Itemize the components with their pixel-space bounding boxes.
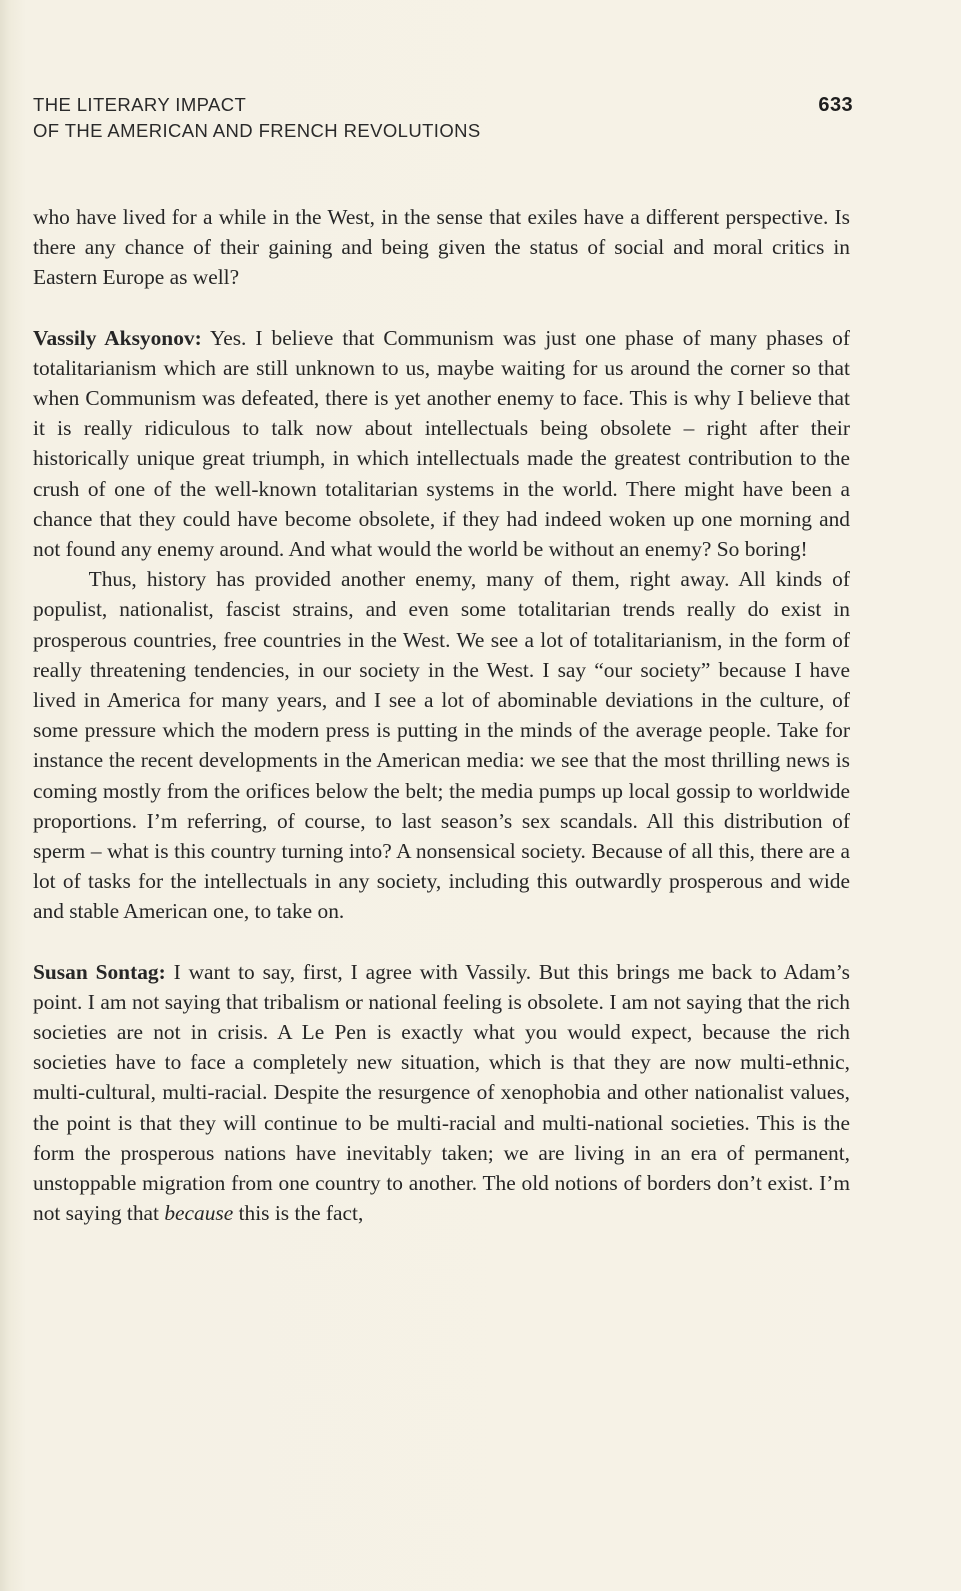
paragraph-sontag [33,957,850,1229]
running-head-line-2: OF THE AMERICAN AND FRENCH REVOLUTIONS [33,120,481,141]
paragraph-continuation: who have lived for a while in the West, in the sense that exiles have a different perspective. Is there any chance of their gaining and being given the status of social and moral critics in Eastern Europe as well? [33,205,850,290]
running-head [33,92,853,144]
body-text [33,202,850,1229]
paragraph-aksyonov [33,323,850,565]
emphasis-word: because [164,1201,234,1226]
paragraph-sontag-text-end: this is the fact, [238,1201,364,1226]
paragraph-aksyonov-continued: Thus, history has provided another enemy, many of them, right away. All kinds of populist, nationalist, fascist strains, and even some totalitarian trends really do exist in prosperous countries, free countries in the West. We see a lot of totalitarianism, in the form of really threatening tendencies, in our society in the West. I say “our society” because I have lived in America for many years, and I see a lot of abominable deviations in the culture, of some pressure which the modern press is putting in the minds of the average people. Take for instance the recent developments in the American media: we see that the most thrilling news is coming mostly from the orifices below the belt; the media pumps up local gossip to worldwide proportions. I’m referring, of course, to last season’s sex scandals. All this distribution of sperm – what is this country turning into? A nonsensical society. Because of all this, there are a lot of tasks for the intellectuals in any society, including this outwardly prosperous and wide and stable American one, to take on. [33,567,850,924]
speaker-name-sontag: Susan Sontag: [33,959,166,984]
page-number: 633 [818,94,853,116]
running-head-line-1: THE LITERARY IMPACT [33,94,247,115]
paragraph-sontag-text: I want to say, first, I agree with Vassily. But this brings me back to Adam’s point. I am not saying that tribalism or national feeling is obsolete. I am not saying that the rich societies are not in crisis. A Le Pen is exactly what you would expect, because the rich societies have to face a completely new situation, which is that they are now multi-ethnic, multi-cultural, multi-racial. Despite the resurgence of xenophobia and other nationalist values, the point is that they will continue to be multi-racial and multi-national societies. This is the form the prosperous nations have inevitably taken; we are living in an era of permanent, unstoppable migration from one country to another. The old notions of borders don’t exist. I’m not saying that [33,959,850,1226]
paragraph-aksyonov-text: Yes. I believe that Communism was just one phase of many phases of totalitarianism which are still unknown to us, maybe waiting for us around the corner so that when Communism was defeated, there is yet another enemy to face. This is why I believe that it is really ridiculous to talk now about intellectuals being obsolete – right after their historically unique great triumph, in which intellectuals made the greatest contribution to the crush of one of the well-known totalitarian systems in the world. There might have been a chance that they could have become obsolete, if they had indeed woken up one morning and not found any enemy around. And what would the world be without an enemy? So boring! [33,325,850,562]
speaker-name-aksyonov: Vassily Aksyonov: [33,325,202,350]
